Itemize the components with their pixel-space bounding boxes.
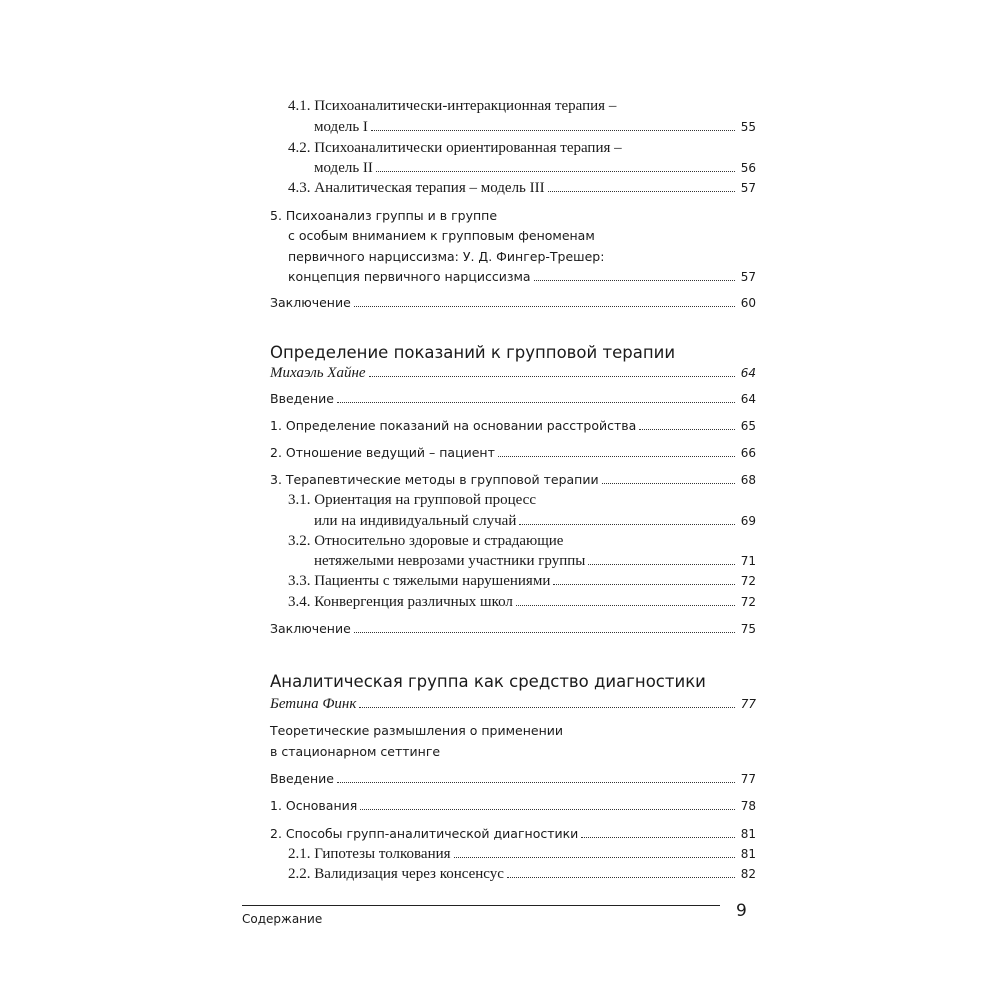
toc-entry-3-2-cont [270,551,756,571]
toc-page-number: 60 [740,296,756,310]
toc-entry-3-1-cont [270,511,756,531]
toc-entry-text: модель I [314,119,368,135]
toc-page-number: 57 [740,270,756,284]
subtitle-text: в стационарном сеттинге [270,744,441,759]
toc-page-number: 75 [740,622,756,636]
chapter-subtitle [270,721,756,741]
toc-entry-text: 4.1. Психоаналитически-интеракционная терапия – [288,98,617,114]
toc-page-number: 72 [740,574,756,588]
dot-leader [588,564,735,565]
toc-entry-1 [270,796,756,816]
dot-leader [359,707,735,708]
dot-leader [602,483,735,484]
toc-page-number: 69 [740,514,756,528]
toc-entry-text: модель II [314,160,373,176]
toc-entry-3-1 [270,490,756,510]
toc-entry-text: 1. Основания [270,798,358,813]
dot-leader [519,524,735,525]
toc-entry-text: 2.2. Валидизация через консенсус [288,866,504,882]
toc-page-number: 81 [740,827,756,841]
toc-entry-2 [270,443,756,463]
toc-page-number: 81 [740,847,756,861]
toc-entry-2 [270,824,756,844]
toc-entry-2-1 [270,844,756,864]
toc-entry-text: 3.1. Ориентация на групповой процесс [288,492,536,508]
toc-entry-text: Введение [270,771,334,786]
toc-entry-text: 3.4. Конвергенция различных школ [288,594,513,610]
toc-entry-text: или на индивидуальный случай [314,513,517,529]
toc-entry-4-2 [270,138,756,158]
toc-entry-5-cont1 [270,226,756,246]
toc-entry-text: 3.2. Относительно здоровые и страдающие [288,533,564,549]
chapter-author [270,363,756,383]
toc-entry-text: 2. Способы групп-аналитической диагностики [270,826,579,841]
toc-page-number: 72 [740,595,756,609]
toc-page-number: 55 [740,120,756,134]
toc-entry-text: 2.1. Гипотезы толкования [288,846,451,862]
dot-leader [354,306,735,307]
toc-entry-text: Заключение [270,621,351,636]
toc-page-number: 78 [740,799,756,813]
toc-page-number: 77 [740,697,756,711]
subtitle-text: Теоретические размышления о применении [270,723,563,738]
dot-leader [337,402,735,403]
running-footer: Содержание [242,912,323,926]
toc-entry-text: 2. Отношение ведущий – пациент [270,445,495,460]
dot-leader [581,837,735,838]
dot-leader [498,456,735,457]
toc-entry-text: Заключение [270,295,351,310]
dot-leader [337,782,735,783]
toc-entry-text: 3.3. Пациенты с тяжелыми нарушениями [288,573,551,589]
dot-leader [371,130,735,131]
toc-entry-3-3 [270,571,756,591]
dot-leader [360,809,735,810]
dot-leader [548,191,735,192]
dot-leader [354,632,735,633]
chapter-heading: Аналитическая группа как средство диагностики [270,672,706,691]
toc-entry-text: 1. Определение показаний на основании расстройства [270,418,637,433]
toc-entry-3-4 [270,592,756,612]
toc-entry-3-2 [270,531,756,551]
dot-leader [369,376,735,377]
toc-entry-1 [270,416,756,436]
toc-entry-text: нетяжелыми неврозами участники группы [314,553,586,569]
author-name: Михаэль Хайне [270,365,366,381]
chapter-author [270,694,756,714]
toc-entry-conclusion-2 [270,619,756,639]
dot-leader [376,171,735,172]
toc-entry-text: 4.3. Аналитическая терапия – модель III [288,180,545,196]
toc-page-number: 77 [740,772,756,786]
footer-divider [242,905,720,906]
dot-leader [516,605,735,606]
dot-leader [454,857,735,858]
toc-page-number: 71 [740,554,756,568]
toc-entry-4-2-cont [270,158,756,178]
dot-leader [639,429,735,430]
toc-entry-conclusion-1 [270,293,756,313]
folio-page-number: 9 [736,901,747,921]
toc-page-number: 57 [740,181,756,195]
chapter-heading: Определение показаний к групповой терапии [270,343,676,362]
toc-entry-text: 5. Психоанализ группы и в группе [270,208,498,223]
toc-entry-4-1-cont [270,117,756,137]
toc-entry-3 [270,470,756,490]
toc-entry-2-2 [270,864,756,884]
toc-page-number: 65 [740,419,756,433]
dot-leader [534,280,735,281]
toc-entry-text: концепция первичного нарциссизма [288,269,531,284]
toc-page-number: 66 [740,446,756,460]
toc-page-number: 64 [740,392,756,406]
dot-leader [507,877,735,878]
toc-page-number: 82 [740,867,756,881]
toc-entry-text: с особым вниманием к групповым феноменам [288,228,595,243]
toc-entry-5-cont2 [270,247,756,267]
toc-entry-text: первичного нарциссизма: У. Д. Фингер-Трешер: [288,249,605,264]
dot-leader [553,584,735,585]
toc-entry-4-3 [270,178,756,198]
toc-page-number: 56 [740,161,756,175]
toc-entry-introduction [270,389,756,409]
toc-entry-5-cont3 [270,267,756,287]
toc-entry-5 [270,206,756,226]
toc-entry-text: Введение [270,391,334,406]
toc-entry-4-1 [270,96,756,116]
chapter-subtitle-cont [270,742,756,762]
toc-page-number: 64 [740,366,756,380]
toc-entry-introduction [270,769,756,789]
toc-page-number: 68 [740,473,756,487]
toc-entry-text: 4.2. Психоаналитически ориентированная терапия – [288,140,622,156]
toc-entry-text: 3. Терапевтические методы в групповой терапии [270,472,599,487]
author-name: Бетина Финк [270,696,357,712]
